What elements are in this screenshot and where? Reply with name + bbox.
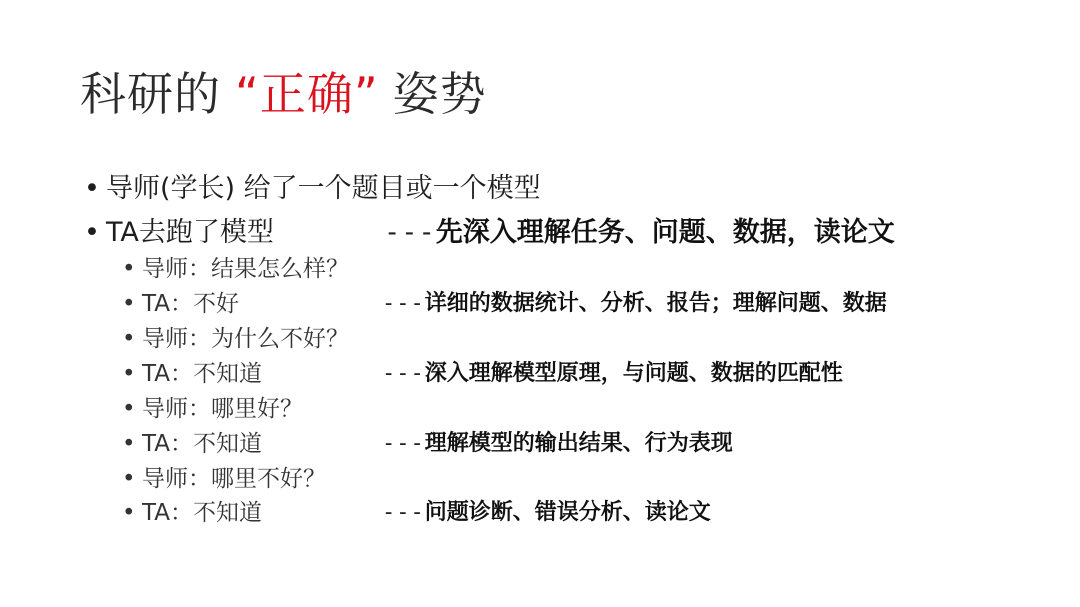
note-text: 先深入理解任务、问题、数据，读论文 (435, 217, 895, 248)
note-text: 理解模型的输出结果、行为表现 (424, 431, 733, 456)
bullet-note (384, 210, 895, 249)
slide-title (80, 58, 487, 124)
dialogue-note (382, 495, 711, 526)
dialogue-note (382, 356, 843, 387)
dialogue-item (122, 494, 262, 527)
bullet-text: 导师(学长) 给了一个题目或一个模型 (106, 173, 541, 204)
note-dashes: --- (382, 431, 425, 456)
bullet-item (84, 210, 274, 249)
dialogue-item (122, 425, 262, 458)
title-quoted-accent: “正确” (235, 67, 379, 121)
dialogue-item (122, 320, 349, 353)
dialogue-note (382, 286, 887, 317)
bullet-dot: • (122, 291, 136, 317)
dialogue-text: TA：不知道 (142, 500, 262, 526)
note-dashes: --- (382, 291, 425, 316)
dialogue-text: TA：不知道 (142, 431, 262, 457)
dialogue-text: 导师：为什么不好？ (142, 326, 349, 352)
note-dashes: --- (382, 500, 425, 525)
dialogue-item (122, 460, 326, 493)
dialogue-text: 导师：哪里不好？ (142, 466, 326, 492)
note-dashes: --- (384, 217, 436, 248)
dialogue-text: TA：不知道 (142, 361, 262, 387)
bullet-dot: • (122, 326, 136, 352)
dialogue-text: TA：不好 (142, 291, 239, 317)
dialogue-item (122, 285, 239, 318)
note-text: 深入理解模型原理，与问题、数据的匹配性 (424, 361, 843, 386)
dialogue-text: 导师：哪里好？ (142, 396, 303, 422)
bullet-dot: • (122, 256, 136, 282)
bullet-dot: • (122, 396, 136, 422)
note-text: 问题诊断、错误分析、读论文 (424, 500, 711, 525)
dialogue-note (382, 426, 733, 457)
bullet-item (84, 166, 541, 205)
dialogue-item (122, 390, 303, 423)
note-dashes: --- (382, 361, 425, 386)
bullet-dot: • (84, 217, 100, 248)
dialogue-item (122, 250, 349, 283)
bullet-dot: • (122, 361, 136, 387)
title-suffix: 姿势 (392, 67, 487, 121)
bullet-dot: • (122, 431, 136, 457)
bullet-dot: • (122, 500, 136, 526)
dialogue-item (122, 355, 262, 388)
bullet-dot: • (122, 466, 136, 492)
title-prefix: 科研的 (80, 67, 221, 121)
dialogue-text: 导师：结果怎么样？ (142, 256, 349, 282)
bullet-text: TA去跑了模型 (106, 217, 274, 248)
bullet-dot: • (84, 173, 100, 204)
note-text: 详细的数据统计、分析、报告；理解问题、数据 (424, 291, 887, 316)
